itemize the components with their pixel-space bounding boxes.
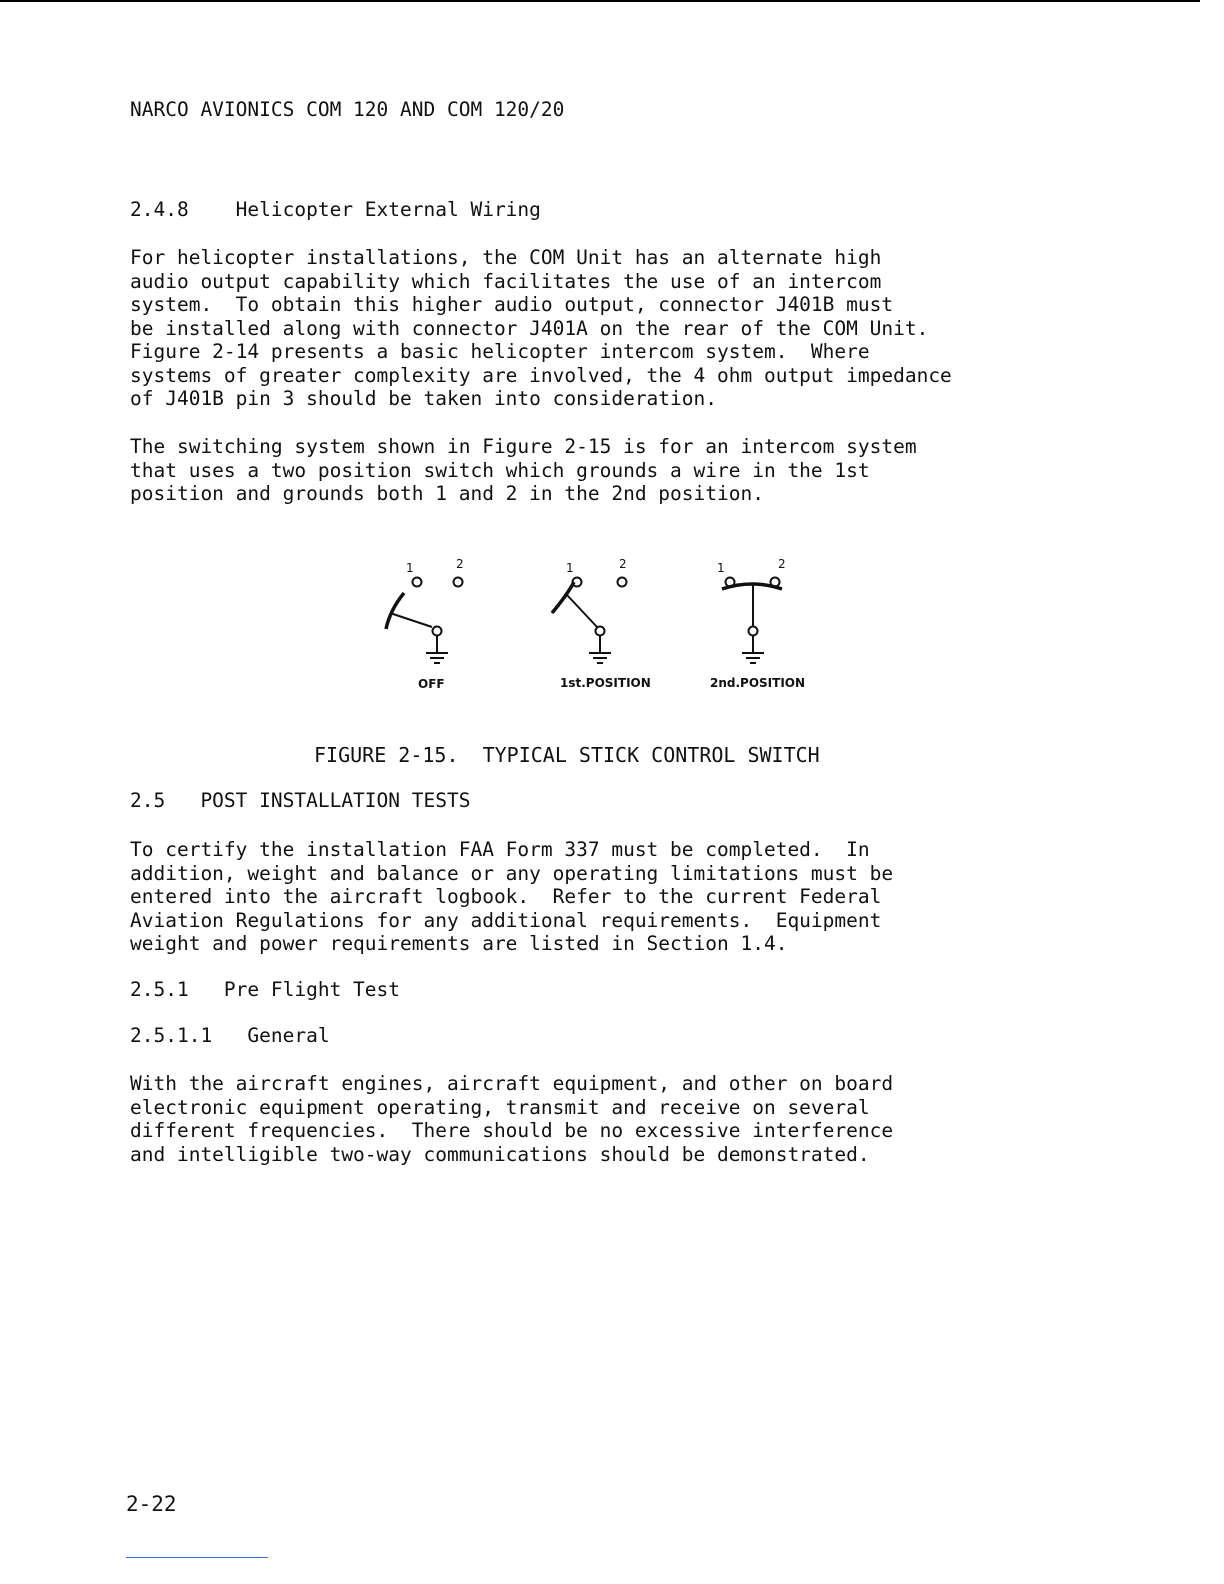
stick-control-switch-figure [372, 555, 832, 705]
page-header: NARCO AVIONICS COM 120 AND COM 120/20 [130, 98, 565, 121]
section-2-5-1-1-paragraph: With the aircraft engines, aircraft equipment, and other on board electronic equipment operating, transmit and receive on several different frequencies. There should be no excessive interference and intelligible two-way communications should be demonstrated. [130, 1072, 894, 1166]
figure-caption: FIGURE 2-15. TYPICAL STICK CONTROL SWITCH [314, 743, 820, 767]
top-rule [0, 0, 1200, 2]
terminal-2-label: 2 [619, 557, 627, 571]
terminal-2-contact [618, 578, 627, 587]
bottom-rule [126, 1557, 268, 1558]
section-2-5-heading: 2.5 POST INSTALLATION TESTS [130, 789, 471, 812]
switch-lever [386, 593, 404, 629]
section-2-4-8-paragraph-1: For helicopter installations, the COM Unit has an alternate high audio output capability which facilitates the use of an intercom system. To obtain this higher audio output, connector J401B must be installed along with connector J401A on the rear of the COM Unit. Figure 2-14 presents a basic helicopter intercom system. Where systems of greater complexity are involved, the 4 ohm output impedance of J401B pin 3 should be taken into consideration. [130, 246, 952, 410]
pivot-contact [596, 627, 605, 636]
terminal-1-label: 1 [406, 561, 414, 575]
page-number: 2-22 [126, 1492, 177, 1516]
terminal-1-label: 1 [717, 561, 725, 575]
terminal-1-contact [413, 578, 422, 587]
switch-arm [567, 595, 597, 627]
terminal-2-label: 2 [456, 557, 464, 571]
switch-second-position [722, 578, 782, 664]
section-2-4-8-heading: 2.4.8 Helicopter External Wiring [130, 198, 541, 221]
switch-off [386, 578, 463, 664]
section-2-5-1-heading: 2.5.1 Pre Flight Test [130, 978, 401, 1001]
pivot-contact [433, 627, 442, 636]
first-position-label: 1st.POSITION [560, 676, 651, 690]
section-2-5-1-1-heading: 2.5.1.1 General [130, 1024, 330, 1047]
terminal-1-label: 1 [566, 561, 574, 575]
switch-arm [390, 613, 432, 627]
off-label: OFF [418, 677, 445, 691]
terminal-2-label: 2 [778, 557, 786, 571]
terminal-2-contact [454, 578, 463, 587]
second-position-label: 2nd.POSITION [710, 676, 806, 690]
switch-first-position [552, 578, 627, 664]
section-2-4-8-paragraph-2: The switching system shown in Figure 2-15 is for an intercom system that uses a two position switch which grounds a wire in the 1st position and grounds both 1 and 2 in the 2nd position. [130, 435, 917, 505]
section-2-5-paragraph: To certify the installation FAA Form 337 must be completed. In addition, weight and balance or any operating limitations must be entered into the aircraft logbook. Refer to the current Federal Aviation Regulations for any additional requirements. Equipment weight and power requirements are listed in Section 1.4. [130, 838, 894, 955]
pivot-contact [749, 627, 758, 636]
